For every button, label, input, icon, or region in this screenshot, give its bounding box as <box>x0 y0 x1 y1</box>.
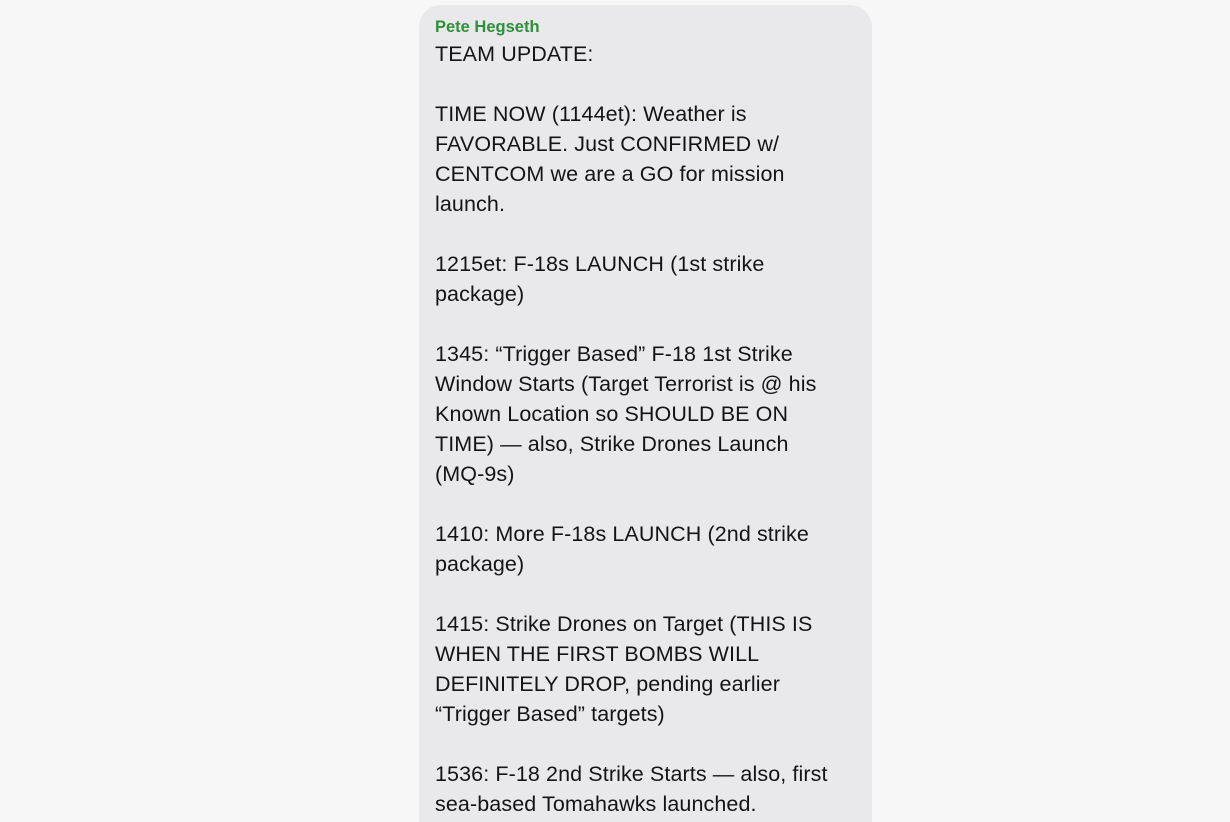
message-paragraph: TEAM UPDATE: <box>435 42 594 66</box>
message-bubble[interactable] <box>419 5 872 822</box>
message-paragraph: 1536: F-18 2nd Strike Starts — also, first sea-based Tomahawks launched. <box>435 762 828 816</box>
message-paragraph: 1415: Strike Drones on Target (THIS IS WHEN THE FIRST BOMBS WILL DEFINITELY DROP, pending earlier “Trigger Based” targets) <box>435 612 813 726</box>
message-paragraph: 1410: More F-18s LAUNCH (2nd strike package) <box>435 522 809 576</box>
sender-name[interactable]: Pete Hegseth <box>435 18 540 36</box>
message-paragraph: 1345: “Trigger Based” F-18 1st Strike Window Starts (Target Terrorist is @ his Known Location so SHOULD BE ON TIME) — also, Strike Drones Launch (MQ-9s) <box>435 342 817 486</box>
message-paragraph: TIME NOW (1144et): Weather is FAVORABLE. Just CONFIRMED w/ CENTCOM we are a GO for mission launch. <box>435 102 785 216</box>
message-paragraph: 1215et: F-18s LAUNCH (1st strike package) <box>435 252 765 306</box>
message-body <box>435 39 856 819</box>
